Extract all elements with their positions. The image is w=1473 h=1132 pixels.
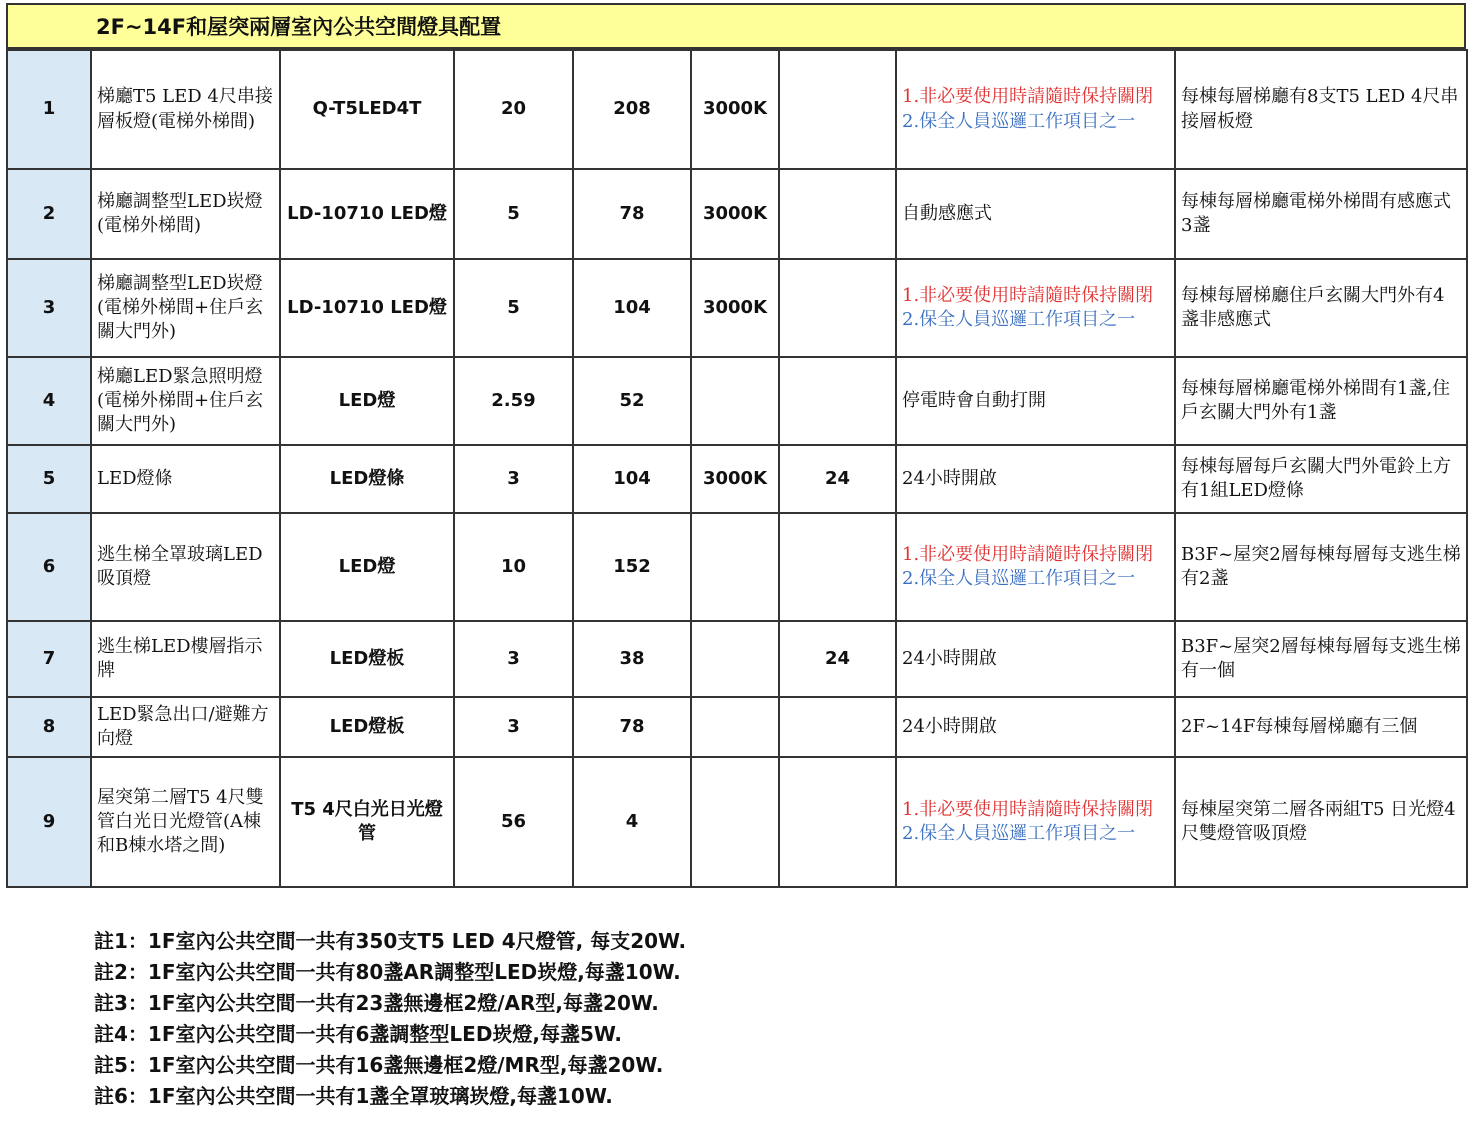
fixture-watt: 2.59 <box>454 357 573 445</box>
fixture-watt: 56 <box>454 757 573 887</box>
note-text: 24小時開啟 <box>902 647 997 669</box>
fixture-watt: 10 <box>454 513 573 621</box>
fixture-color-temp: 3000K <box>691 445 779 513</box>
note-patrol-text: 2.保全人員巡邏工作項目之一 <box>902 823 1136 844</box>
table-row <box>7 697 1467 757</box>
fixture-name: LED緊急出口/避難方向燈 <box>91 697 280 757</box>
fixture-model: LED燈 <box>280 357 454 445</box>
fixture-watt: 5 <box>454 259 573 357</box>
fixture-name: 梯廳調整型LED崁燈(電梯外梯間+住戶玄關大門外) <box>91 259 280 357</box>
note-text: 24小時開啟 <box>902 467 997 489</box>
fixture-remark: B3F~屋突2層每棟每層每支逃生梯有一個 <box>1175 621 1467 697</box>
fixture-color-temp <box>691 697 779 757</box>
fixture-remark: 每棟每層梯廳有8支T5 LED 4尺串接層板燈 <box>1175 50 1467 169</box>
fixture-quantity: 104 <box>573 445 691 513</box>
usage-note <box>896 169 1175 259</box>
fixture-name: 梯廳LED緊急照明燈(電梯外梯間+住戶玄關大門外) <box>91 357 280 445</box>
footnote-line: 註1：1F室內公共空間一共有350支T5 LED 4尺燈管, 每支20W. <box>94 929 687 953</box>
fixture-model: LED燈條 <box>280 445 454 513</box>
note-patrol-text: 2.保全人員巡邏工作項目之一 <box>902 110 1136 132</box>
fixture-watt: 3 <box>454 697 573 757</box>
usage-note <box>896 513 1175 621</box>
fixture-remark: B3F~屋突2層每棟每層每支逃生梯有2盞 <box>1175 513 1467 621</box>
fixture-hours <box>779 50 896 169</box>
fixture-name: LED燈條 <box>91 445 280 513</box>
table-row <box>7 259 1467 357</box>
row-number: 6 <box>7 513 91 621</box>
fixture-table <box>6 49 1468 888</box>
fixture-watt: 20 <box>454 50 573 169</box>
fixture-quantity: 208 <box>573 50 691 169</box>
fixture-hours <box>779 697 896 757</box>
fixture-color-temp <box>691 621 779 697</box>
note-warning-text: 1.非必要使用時請隨時保持關閉 <box>902 543 1154 565</box>
usage-note <box>896 697 1175 757</box>
note-text: 停電時會自動打開 <box>902 389 1046 411</box>
row-number: 9 <box>7 757 91 887</box>
footnote-line: 註4：1F室內公共空間一共有6盞調整型LED崁燈,每盞5W. <box>94 1022 622 1046</box>
fixture-hours <box>779 259 896 357</box>
table-row <box>7 445 1467 513</box>
fixture-quantity: 152 <box>573 513 691 621</box>
fixture-color-temp <box>691 357 779 445</box>
row-number: 5 <box>7 445 91 513</box>
usage-note <box>896 445 1175 513</box>
fixture-color-temp <box>691 513 779 621</box>
fixture-hours <box>779 513 896 621</box>
row-number: 8 <box>7 697 91 757</box>
fixture-hours: 24 <box>779 621 896 697</box>
fixture-model: Q-T5LED4T <box>280 50 454 169</box>
fixture-model: LD-10710 LED燈 <box>280 169 454 259</box>
fixture-hours: 24 <box>779 445 896 513</box>
fixture-model: LED燈板 <box>280 697 454 757</box>
footnote-line: 註3：1F室內公共空間一共有23盞無邊框2燈/AR型,每盞20W. <box>94 991 659 1015</box>
table-row <box>7 357 1467 445</box>
fixture-color-temp: 3000K <box>691 50 779 169</box>
note-warning-text: 1.非必要使用時請隨時保持關閉 <box>902 86 1154 108</box>
table-row <box>7 513 1467 621</box>
fixture-quantity: 78 <box>573 697 691 757</box>
fixture-quantity: 38 <box>573 621 691 697</box>
row-number: 7 <box>7 621 91 697</box>
footnote-line: 註2：1F室內公共空間一共有80盞AR調整型LED崁燈,每盞10W. <box>94 960 681 984</box>
fixture-remark: 每棟每層梯廳電梯外梯間有1盞,住戶玄關大門外有1盞 <box>1175 357 1467 445</box>
sheet-title: 2F~14F和屋突兩層室內公共空間燈具配置 <box>6 3 1466 49</box>
row-number: 4 <box>7 357 91 445</box>
fixture-color-temp <box>691 757 779 887</box>
note-patrol-text: 2.保全人員巡邏工作項目之一 <box>902 309 1136 330</box>
fixture-color-temp: 3000K <box>691 169 779 259</box>
fixture-name: 屋突第二層T5 4尺雙管白光日光燈管(A棟和B棟水塔之間) <box>91 757 280 887</box>
fixture-remark: 每棟每層梯廳電梯外梯間有感應式3盞 <box>1175 169 1467 259</box>
fixture-hours <box>779 357 896 445</box>
table-row <box>7 169 1467 259</box>
note-text: 24小時開啟 <box>902 715 997 737</box>
row-number: 2 <box>7 169 91 259</box>
fixture-remark: 每棟每層每戶玄關大門外電鈴上方有1組LED燈條 <box>1175 445 1467 513</box>
fixture-watt: 5 <box>454 169 573 259</box>
fixture-name: 梯廳調整型LED崁燈(電梯外梯間) <box>91 169 280 259</box>
fixture-quantity: 4 <box>573 757 691 887</box>
table-row <box>7 621 1467 697</box>
note-text: 自動感應式 <box>902 202 992 224</box>
footnotes <box>94 926 686 1112</box>
fixture-watt: 3 <box>454 445 573 513</box>
fixture-name: 梯廳T5 LED 4尺串接層板燈(電梯外梯間) <box>91 50 280 169</box>
fixture-sheet <box>6 3 1466 888</box>
fixture-hours <box>779 757 896 887</box>
fixture-remark: 每棟屋突第二層各兩組T5 日光燈4尺雙燈管吸頂燈 <box>1175 757 1467 887</box>
note-patrol-text: 2.保全人員巡邏工作項目之一 <box>902 568 1136 589</box>
fixture-model: LED燈 <box>280 513 454 621</box>
fixture-quantity: 78 <box>573 169 691 259</box>
table-row <box>7 757 1467 887</box>
usage-note <box>896 621 1175 697</box>
usage-note <box>896 259 1175 357</box>
fixture-quantity: 52 <box>573 357 691 445</box>
row-number: 1 <box>7 50 91 169</box>
usage-note <box>896 50 1175 169</box>
fixture-hours <box>779 169 896 259</box>
fixture-watt: 3 <box>454 621 573 697</box>
note-warning-text: 1.非必要使用時請隨時保持關閉 <box>902 798 1154 820</box>
fixture-model: T5 4尺白光日光燈管 <box>280 757 454 887</box>
table-row <box>7 50 1467 169</box>
row-number: 3 <box>7 259 91 357</box>
note-warning-text: 1.非必要使用時請隨時保持關閉 <box>902 284 1154 306</box>
fixture-remark: 每棟每層梯廳住戶玄關大門外有4盞非感應式 <box>1175 259 1467 357</box>
fixture-name: 逃生梯全罩玻璃LED吸頂燈 <box>91 513 280 621</box>
usage-note <box>896 357 1175 445</box>
fixture-quantity: 104 <box>573 259 691 357</box>
usage-note <box>896 757 1175 887</box>
footnote-line: 註5：1F室內公共空間一共有16盞無邊框2燈/MR型,每盞20W. <box>94 1053 664 1077</box>
fixture-model: LED燈板 <box>280 621 454 697</box>
footnote-line: 註6：1F室內公共空間一共有1盞全罩玻璃崁燈,每盞10W. <box>94 1084 613 1108</box>
fixture-name: 逃生梯LED樓層指示牌 <box>91 621 280 697</box>
fixture-model: LD-10710 LED燈 <box>280 259 454 357</box>
fixture-color-temp: 3000K <box>691 259 779 357</box>
fixture-remark: 2F~14F每棟每層梯廳有三個 <box>1175 697 1467 757</box>
